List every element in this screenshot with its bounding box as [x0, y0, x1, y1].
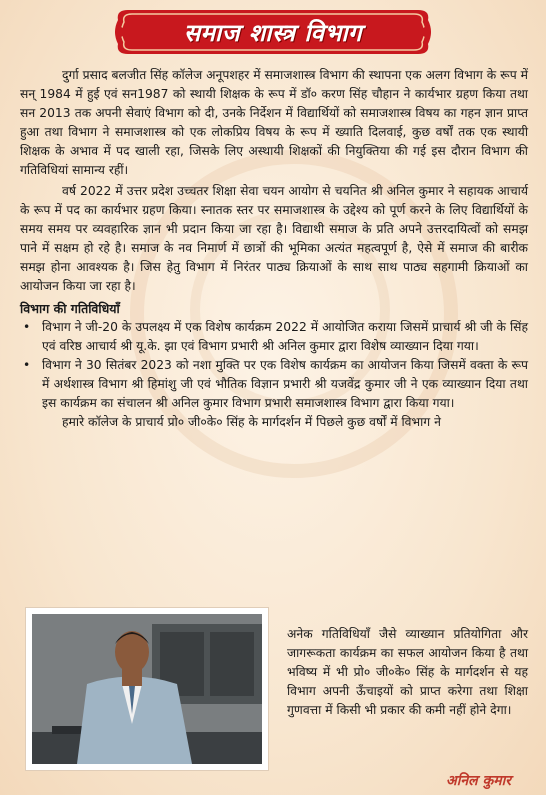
title-banner	[110, 6, 436, 58]
intro-paragraph-2: वर्ष 2022 में उत्तर प्रदेश उच्चतर शिक्षा सेवा चयन आयोग से चयनित श्री अनिल कुमार ने सहायक आचार्य के रूप में पद का कार्यभार ग्रहण किया। स्नातक स्तर पर समाजशास्त्र के उद्देश्य को पूर्ण करने के लिए विद्यार्थियों के समय समय पर व्यवहारिक ज्ञान भी प्रदान किया जा रहा है। विद्याथी समाज के प्रति अपने उत्तरदायित्वों को समझ पाने में सक्षम हो रहे है। समाज के नव निमार्ण में छात्रों की भूमिका अत्यंत महत्वपूर्ण है, ऐसे में समाज की बारीक समझ होना आवश्यक है। जिस हेतु विभाग में निरंतर पाठ्य क्रियाओं के साथ साथ पाठ्य सहगामी क्रियाओं का आयोजन किया जा रहा है।	[20, 184, 528, 293]
main-content	[20, 66, 528, 432]
bullet-icon: •	[23, 320, 31, 334]
activity-text-1: विभाग ने जी-20 के उपलक्ष्य में एक विशेष कार्यक्रम 2022 में आयोजित कराया जिसमें प्राचार्य श्री जी के सिंह एवं वरिष्ठ आचार्य श्री यू.के. झा एवं विभाग प्रभारी श्री अनिल कुमार द्वारा विशेष व्याख्यान दिया गया।	[42, 320, 528, 353]
bullet-icon: •	[23, 358, 31, 372]
person-illustration	[32, 614, 262, 764]
list-item	[20, 318, 528, 356]
activities-heading: विभाग की गतिविधियाँ	[20, 301, 120, 316]
faculty-photo	[26, 608, 268, 770]
closing-paragraph: अनेक गतिविधियाँ जैसे व्याख्यान प्रतियोगिता और जागरूकता कार्यक्रम का सफल आयोजन किया है तथा भविष्य में भी प्रो० जी०के० सिंह के मार्गदर्शन से यह विभाग अपनी ऊँचाइयों को प्राप्त करेगा तथा शिक्षा गुणवत्ता में किसी भी प्रकार की कमी नहीं होने देगा।	[287, 627, 528, 717]
list-item	[20, 356, 528, 413]
page-title: समाज शास्त्र विभाग	[183, 18, 363, 47]
intro-paragraph-1: दुर्गा प्रसाद बलजीत सिंह कॉलेज अनूपशहर में समाजशास्त्र विभाग की स्थापना एक अलग विभाग के रूप में सन् 1984 में हुई एवं सन1987 को स्थायी शिक्षक के रूप में डॉ० करण सिंह चौहान ने कार्यभार ग्रहण किया तथा सन 2013 तक अपनी सेवाएं विभाग को दी, उनके निर्देशन में विद्यार्थियों को समाजशास्त्र विषय का गहन ज्ञान प्राप्त हुआ तथा विभाग ने समाजशास्त्र को एक लोकप्रिय विषय के रूप में ख्याति दिलवाई, कुछ वर्षों तक एक स्थायी शिक्षक के अभाव में पद खाली रहा, जिसके लिए अस्थायी शिक्षकों की नियुक्तिया की गई इस दौरान विभाग की गतिविधियां सामान्य रहीं।	[20, 68, 528, 177]
activities-list	[20, 318, 528, 413]
photo-image	[32, 614, 262, 764]
activity-text-2: विभाग ने 30 सितंबर 2023 को नशा मुक्ति पर एक विशेष कार्यक्रम का आयोजन किया जिसमें वक्ता के रूप में अर्थशास्त्र विभाग श्री हिमांशु जी एवं भौतिक विज्ञान प्रभारी श्री यजवेंद्र कुमार जी ने एक व्याख्यान दिया तथा इस कार्यक्रम का संचालन श्री अनिल कुमार विभाग प्रभारी समाजशास्त्र विभाग द्वारा किया गया।	[42, 358, 528, 410]
closing-lead: हमारे कॉलेज के प्राचार्य प्रो० जी०के० सिंह के मार्गदर्शन में पिछले कुछ वर्षों में विभाग ने	[62, 415, 441, 429]
author-signature: अनिल कुमार	[446, 773, 511, 789]
